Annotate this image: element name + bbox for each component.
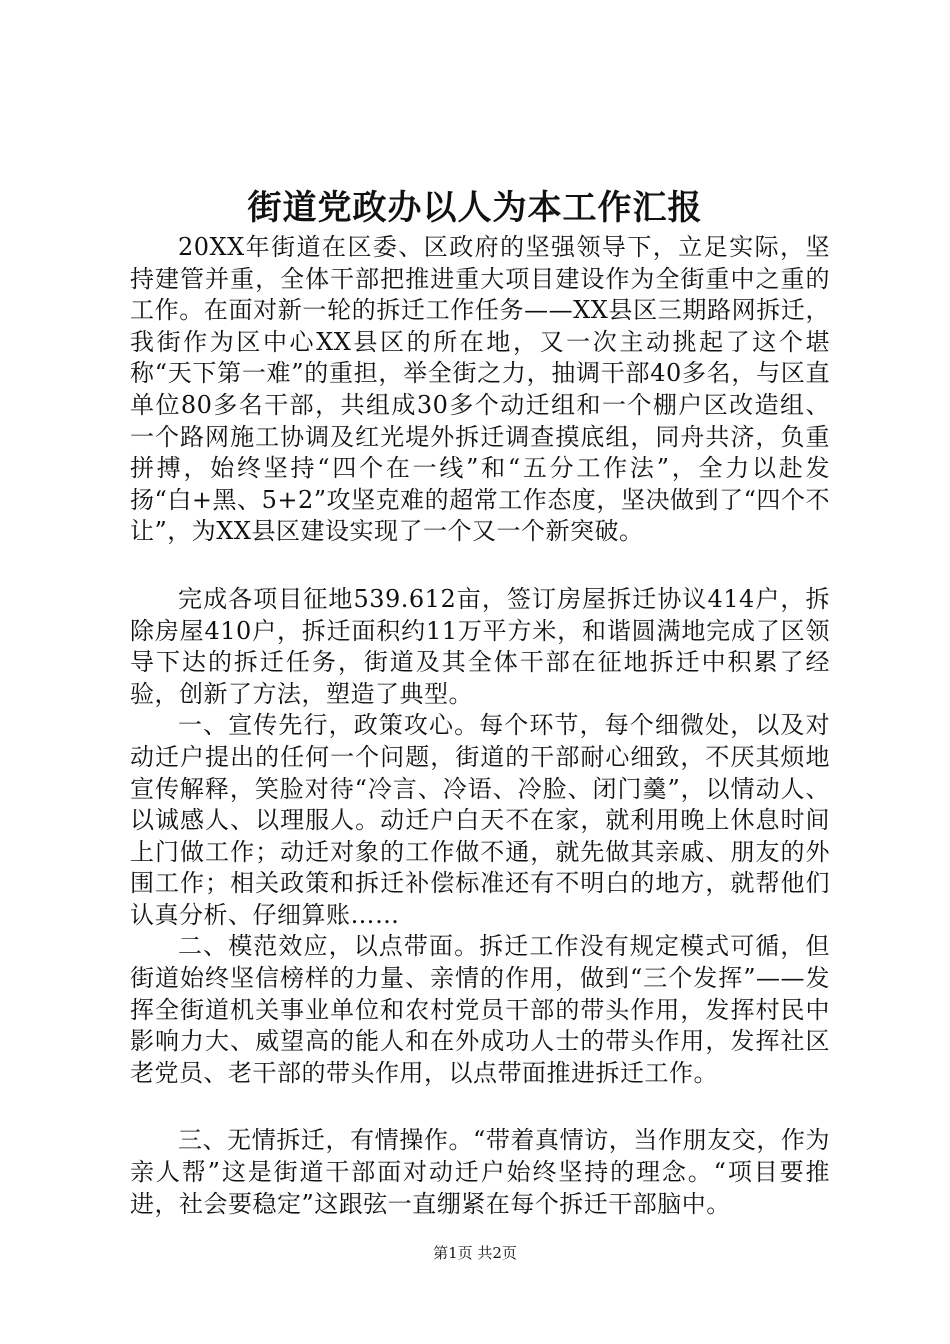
paragraph-section-three: 三、无情拆迁，有情操作。“带着真情访，当作朋友交，作为亲人帮”这是街道干部面对动迁户始终坚持的理念。“项目要推进，社会要稳定”这跟弦一直绷紧在每个拆迁干部脑中。 xyxy=(130,1126,830,1218)
document-body xyxy=(130,232,830,1220)
paragraph-results: 完成各项目征地539.612亩，签订房屋拆迁协议414户，拆除房屋410户，拆迁面积约11万平方米，和谐圆满地完成了区领导下达的拆迁任务，街道及其全体干部在征地拆迁中积累了经验，创新了方法，塑造了典型。 xyxy=(130,584,830,708)
paragraph-intro: 20XX年街道在区委、区政府的坚强领导下，立足实际，坚持建管并重，全体干部把推进重大项目建设作为全街重中之重的工作。在面对新一轮的拆迁工作任务——XX县区三期路网拆迁，我街作为区中心XX县区的所在地，又一次主动挑起了这个堪称“天下第一难”的重担，举全街之力，抽调干部40多名，与区直单位80多名干部，共组成30多个动迁组和一个棚户区改造组、一个路网施工协调及红光堤外拆迁调查摸底组，同舟共济，负重拼搏，始终坚持“四个在一线”和“五分工作法”，全力以赴发扬“白+黑、5+2”攻坚克难的超常工作态度，坚决做到了“四个不让”，为XX县区建设实现了一个又一个新突破。 xyxy=(130,233,830,546)
page-indicator: 第1页 共2页 xyxy=(433,1244,517,1262)
paragraph-spacer xyxy=(130,548,830,584)
paragraph-section-two: 二、模范效应，以点带面。拆迁工作没有规定模式可循，但街道始终坚信榜样的力量、亲情的作用，做到“三个发挥”——发挥全街道机关事业单位和农村党员干部的带头作用，发挥村民中影响力大、威望高的能人和在外成功人士的带头作用，发挥社区老党员、老干部的带头作用，以点带面推进拆迁工作。 xyxy=(130,932,830,1087)
document-title: 街道党政办以人为本工作汇报 xyxy=(247,188,703,228)
paragraph-section-one: 一、宣传先行，政策攻心。每个环节，每个细微处，以及对动迁户提出的任何一个问题，街道的干部耐心细致，不厌其烦地宣传解释，笑脸对待“冷言、冷语、冷脸、闭门羹”，以情动人、以诚感人、以理服人。动迁户白天不在家，就利用晚上休息时间上门做工作；动迁对象的工作做不通，就先做其亲戚、朋友的外围工作；相关政策和拆迁补偿标准还有不明白的地方，就帮他们认真分析、仔细算账…… xyxy=(130,711,830,929)
paragraph-spacer xyxy=(130,1089,830,1125)
